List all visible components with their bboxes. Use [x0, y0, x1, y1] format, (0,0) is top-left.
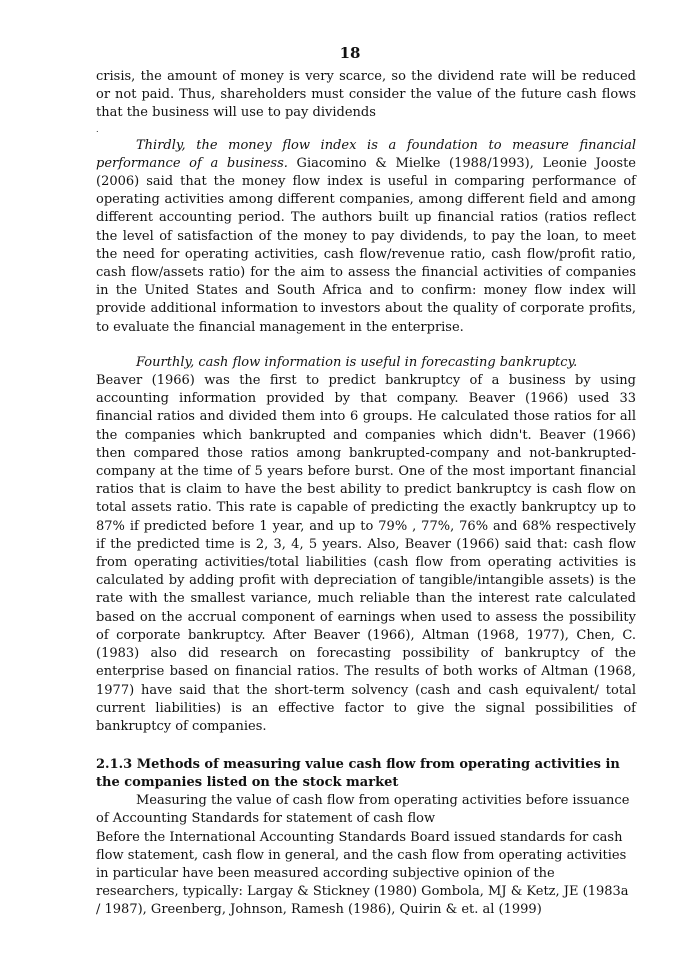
spacer: [96, 337, 636, 354]
thirdly-heading: Thirdly, the money flow index is a foundation to measure financial performance of a business.: [96, 137, 636, 171]
paragraph-measurement: Before the International Accounting Standards Board issued standards for cash flow statement, cash flow in general, and the cash flow from operating activities in particular have been measured according subjective opinion of the researchers, typically: Largay & Stickney (1980) Gombola, MJ & Ketz, JE (1983a / 1987), Greenberg, Johnson, Ramesh (1986), Quirin & et. al (1999): [96, 829, 629, 918]
spacer: [96, 736, 636, 756]
money-flow-text: Giacomino & Mielke (1988/1993), Leonie Jooste (2006) said that the money flow index is useful in comparing performance of operating activities among different companies, among different field and among different accounting period. The authors built up financial ratios (ratios reflect the level of satisfaction of the money to pay dividends, to pay the loan, to meet the need for operating activities, cash flow/revenue ratio, cash flow/profit ratio, cash flow/assets ratio) for the aim to assess the financial activities of companies in the United States and South Africa and to confirm: money flow index will provide additional information to investors about the quality of corporate profits, to evaluate the financial management in the enterprise.: [96, 155, 636, 335]
paragraph-money-flow-index: [96, 137, 636, 337]
fourthly-heading: Fourthly, cash flow information is useful in forecasting bankruptcy.: [136, 354, 578, 370]
paragraph-bankruptcy: Beaver (1966) was the first to predict bankruptcy of a business by using accounting information provided by that company. Beaver (1966) used 33 financial ratios and divided them into 6 groups. He calculated those ratios for all the companies which bankrupted and companies which didn't. Beaver (1966) then compared those ratios among bankrupted-company and not-bankrupted-company at the time of 5 years before burst. One of the most important financial ratios that is claim to have the best ability to predict bankruptcy is cash flow on total assets ratio. This rate is capable of predicting the exactly bankruptcy up to 87% if predicted before 1 year, and up to 79% , 77%, 76% and 68% respectively if the predicted time is 2, 3, 4, 5 years. Also, Beaver (1966) said that: cash flow from operating activities/total liabilities (cash flow from operating activities is calculated by adding profit with depreciation of tangible/intangible assets) is the rate with the smallest variance, much reliable than the interest rate calculated based on the accrual component of earnings when used to assess the possibility of corporate bankruptcy. After Beaver (1966), Altman (1968, 1977), Chen, C. (1983) also did research on forecasting possibility of bankruptcy of the enterprise based on financial ratios. The results of both works of Altman (1968, 1977) have said that the short-term solvency (cash and cash equivalent/ total current liabilities) is an effective factor to give the signal possibilities of bankruptcy of companies.: [96, 373, 636, 734]
paragraph-dividends: crisis, the amount of money is very scarce, so the dividend rate will be reduced or not paid. Thus, shareholders must consider the value of the future cash flows that the business will use to pay dividends: [96, 69, 636, 121]
page-number: 18: [339, 44, 361, 62]
stray-dot: .: [96, 124, 99, 134]
subsection-intro: Measuring the value of cash flow from operating activities before issuance of Accounting Standards for statement of cash flow: [96, 793, 630, 827]
section-heading: 2.1.3 Methods of measuring value cash flow from operating activities in the companies listed on the stock market: [96, 757, 620, 791]
page-body: [96, 68, 636, 920]
